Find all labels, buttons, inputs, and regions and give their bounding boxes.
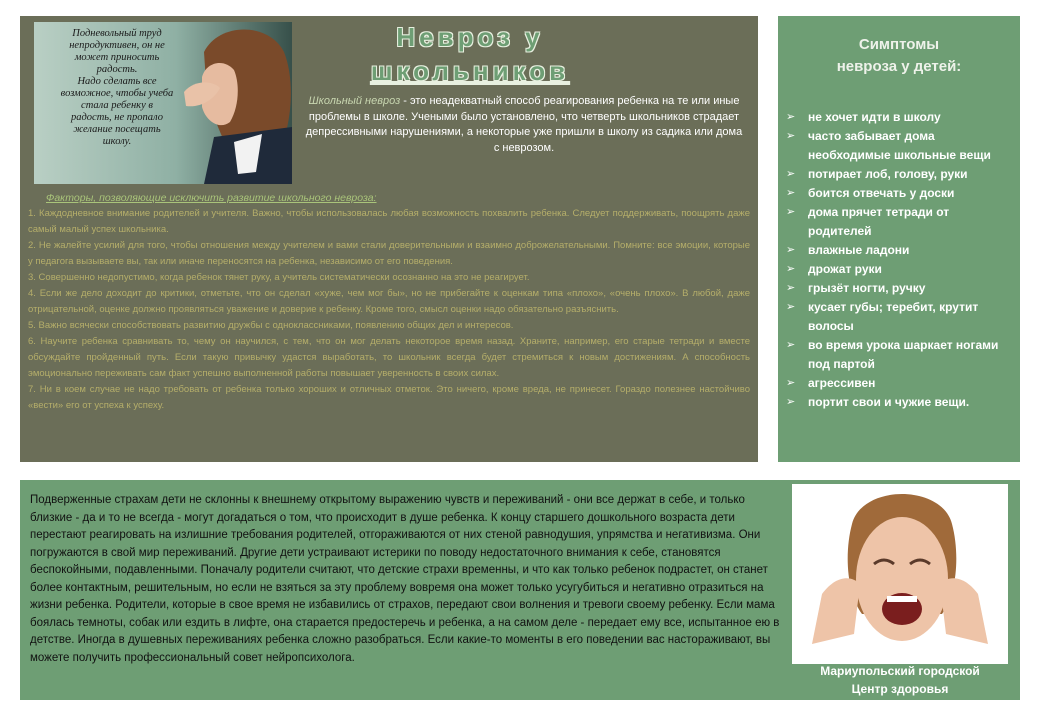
symptom-item: ➢ агрессивен bbox=[786, 374, 1016, 393]
fears-paragraph: Подверженные страхам дети не склонны к внешнему открытому выражению чувств и переживаний - они все держат в себе, и только близкие - да и то не всегда - могут догадаться о том, что происходит в душе ребенка. К концу старшего дошкольного возраста дети перестают реагировать на излишние требования родителей, отгораживаются от них стеной равнодушия, упрямства и негативизма. Они погружаются в свой мир переживаний. Другие дети устраивают истерики по поводу недостаточного внимания к себе, становятся беспокойными, подавленными. Поначалу родители считают, что детские страхи временны, и что как только ребенок подрастет, он станет более контактным, решительным, но если не взяться за эту проблему вовремя она может только усугубиться и негативно отразиться на жизни ребенка. Родители, которые в свое время не избавились от страхов, передают свои волнения и тревоги своему ребенку. Если мама боялась темноты, собак или ездить в лифте, она старается предостеречь и ребенка, а на самом деле - передает ему все, испытанное ею в детстве. Иногда в душевных переживаниях ребенка сложно разобраться. Если какие-то моменты в его поведении вас настораживают, вы можете получить профессиональный совет нейропсихолога. bbox=[30, 494, 780, 664]
symptoms-heading bbox=[778, 34, 1020, 78]
symptom-item: ➢ портит свои и чужие вещи. bbox=[786, 393, 1016, 412]
arrow-bullet-icon: ➢ bbox=[786, 244, 796, 256]
symptom-item: ➢ потирает лоб, голову, руки bbox=[786, 165, 1016, 184]
symptom-item: ➢ дрожат руки bbox=[786, 260, 1016, 279]
symptom-item: ➢ грызёт ногти, ручку bbox=[786, 279, 1016, 298]
intro-paragraph bbox=[304, 94, 744, 156]
fact-item: 5. Важно всячески способствовать развитию дружбы с одноклассниками, появлению общих дел и интересов. bbox=[28, 320, 514, 331]
symptom-item: ➢ дома прячет тетради от родителей bbox=[786, 205, 950, 238]
fact-item: 1. Каждодневное внимание родителей и учителя. Важно, чтобы использовалась любая возможность похвалить ребенка. Следует поддерживать, поощрять даже самый малый успех школьника. bbox=[28, 208, 750, 235]
fact-item: 6. Научите ребенка сравнивать то, чему он научился, с тем, что он мог делать некоторое время назад. Храните, например, его старые тетради и вместе обсуждайте пройденный путь. Если такую привычку удастся выработать, то школьник всегда будет стремиться к новым достижениям. А способность эмоционально переживать сам факт успешно выполненной работы повышает уверенность в своих силах. bbox=[28, 336, 750, 379]
fact-item: 3. Совершенно недопустимо, когда ребенок тянет руку, а учитель систематически осознанно на это не реагирует. bbox=[28, 272, 530, 283]
arrow-bullet-icon: ➢ bbox=[786, 187, 796, 199]
arrow-bullet-icon: ➢ bbox=[786, 396, 796, 408]
arrow-bullet-icon: ➢ bbox=[786, 377, 796, 389]
intro-term: Школьный невроз bbox=[308, 95, 401, 107]
arrow-bullet-icon: ➢ bbox=[786, 282, 796, 294]
symptoms-panel bbox=[778, 16, 1020, 462]
facts-list bbox=[28, 206, 750, 414]
arrow-bullet-icon: ➢ bbox=[786, 168, 796, 180]
fears-panel bbox=[20, 480, 1020, 700]
fact-item: 4. Если же дело доходит до критики, отметьте, что он сделал «хуже, чем мог бы», но не прибегайте к оценкам типа «плохо», «очень плохо». В любой, даже отрицательной, оценке должно проявляться уважение и доверие к ребенку. Кроме того, смысл оценки надо обязательно разъяснить. bbox=[28, 288, 750, 315]
arrow-bullet-icon: ➢ bbox=[786, 206, 796, 218]
arrow-bullet-icon: ➢ bbox=[786, 130, 796, 142]
fact-item: 7. Ни в коем случае не надо требовать от ребенка только хороших и отличных отметок. Это ничего, кроме вреда, не принесет. Гораздо полезнее настойчиво «вести» его от успеха к успеху. bbox=[28, 384, 750, 411]
symptom-item: ➢ не хочет идти в школу bbox=[786, 108, 1016, 127]
title-line-2: школьников bbox=[370, 56, 570, 86]
symptoms-heading-line-2: невроза у детей: bbox=[836, 58, 962, 75]
arrow-bullet-icon: ➢ bbox=[786, 263, 796, 275]
arrow-bullet-icon: ➢ bbox=[786, 339, 796, 351]
neurosis-article-panel bbox=[20, 16, 758, 462]
symptoms-list bbox=[786, 108, 1016, 412]
page-title bbox=[320, 20, 620, 88]
motivation-quote: Подневольный труд непродуктивен, он не может приносить радость. Надо сделать все возможное, чтобы учеба стала ребенку в радость, не пропало желание посещать школу. bbox=[60, 28, 174, 147]
arrow-bullet-icon: ➢ bbox=[786, 301, 796, 313]
symptoms-heading-line-1: Симптомы bbox=[858, 36, 940, 53]
symptom-item: ➢ кусает губы; теребит, крутит волосы bbox=[786, 300, 979, 333]
sad-schoolgirl-photo bbox=[34, 22, 292, 184]
clinic-caption bbox=[792, 662, 1008, 698]
symptom-item: ➢ боится отвечать у доски bbox=[786, 184, 1016, 203]
arrow-bullet-icon: ➢ bbox=[786, 111, 796, 123]
intro-text: - это неадекватный способ реагирования ребенка на те или иные проблемы в школе. Учеными было установлено, что четверть школьников страдает депрессивными нарушениями, а некоторые уже пришли в школу из садика или дома с неврозом. bbox=[305, 95, 743, 154]
symptom-item: ➢ во время урока шаркает ногами под партой bbox=[786, 338, 999, 371]
fact-item: 2. Не жалейте усилий для того, чтобы отношения между учителем и вами стали доверительными и взаимно доброжелательными. Помните: все эмоции, которые у педагога вызываете вы, так или иначе переносятся на ребенка, независимо от его поведения. bbox=[28, 240, 750, 267]
clinic-name-line-2: Центр здоровья bbox=[851, 682, 949, 696]
symptom-item: ➢ часто забывает дома необходимые школьные вещи bbox=[786, 129, 991, 162]
title-line-1: Невроз у bbox=[396, 22, 544, 52]
clinic-name-line-1: Мариупольский городской bbox=[820, 664, 980, 678]
facts-heading: Факторы, позволяющие исключить развитие школьного невроза: bbox=[46, 192, 377, 204]
screaming-woman-photo bbox=[792, 484, 1008, 664]
symptom-item: ➢ влажные ладони bbox=[786, 241, 1016, 260]
